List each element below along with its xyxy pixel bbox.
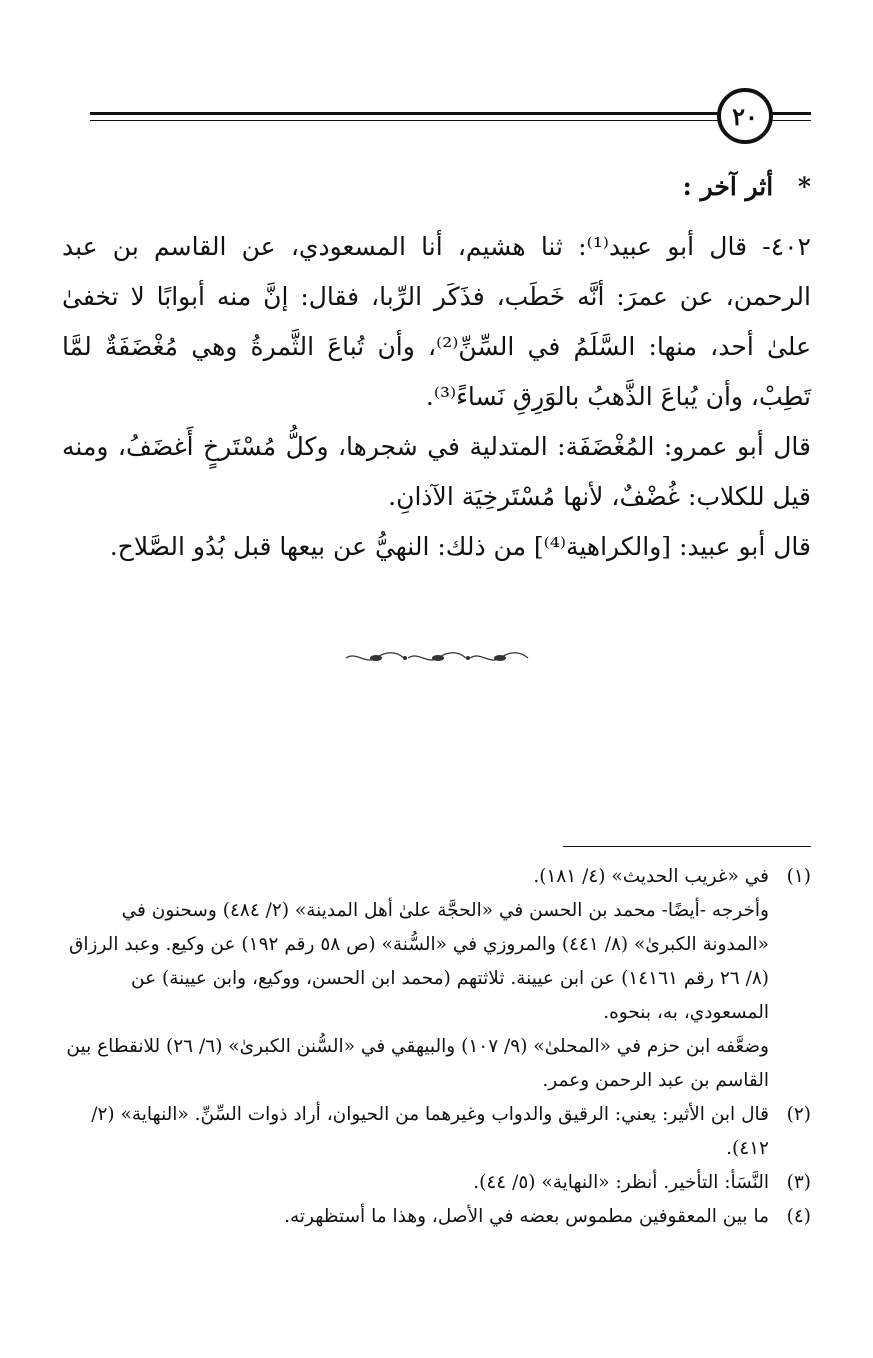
footnote-2 (62, 1098, 811, 1166)
footnote-separator (563, 846, 811, 847)
ornament-divider-icon (0, 650, 873, 670)
section-heading (683, 172, 811, 201)
header-rule (90, 112, 743, 115)
section-heading-text: أثر آخر : (682, 172, 774, 201)
paragraph: قال أبو عبيد: [والكراهية⁽⁴⁾] من ذلك: النهيُّ عن بيعها قبل بُدُو الصَّلاح. (109, 532, 811, 561)
footnotes (62, 860, 811, 1234)
footnote-1 (62, 860, 811, 1098)
main-text (62, 222, 811, 572)
page-number: ٢٠ (717, 88, 773, 144)
header-rule-thin (90, 120, 743, 121)
paragraph: قال أبو عمرو: المُغْضَفَة: المتدلية في شجرها، وكلُّ مُسْتَرخٍ أَغضَفُ، ومنه قيل للكلاب: غُضْفٌ، لأنها مُسْتَرخِيَة الآذانِ. (62, 432, 811, 511)
footnote-line: النَّسَأ: التأخير. أنظر: «النهاية» (٥/ ٤٤). (473, 1172, 769, 1193)
footnote-3 (62, 1166, 811, 1200)
footnote-line: وضعَّفه ابن حزم في «المحلىٰ» (٩/ ١٠٧) والبيهقي في «السُّنن الكبرىٰ» (٦/ ٢٦) للانقطاع بين القاسم بن عبد الرحمن وعمر. (66, 1036, 769, 1091)
paragraph: ٤٠٢- قال أبو عبيد⁽¹⁾: ثنا هشيم، أنا المسعودي، عن القاسم بن عبد الرحمن، عن عمرَ: أنَّه خَطَب، فذَكَر الرِّبا، فقال: إنَّ منه أبوابًا لا تخفىٰ علىٰ أحد، منها: السَّلَمُ في السِّنِّ⁽²⁾، وأن تُباعَ الثَّمرةُ وهي مُغْضَفَةٌ لمَّا تَطِبْ، وأن يُباعَ الذَّهبُ بالوَرِقِ نَساءً⁽³⁾. (62, 232, 812, 411)
footnote-number: (٤) (786, 1206, 811, 1227)
footnote-line: قال ابن الأثير: يعني: الرقيق والدواب وغيرهما من الحيوان، أراد ذوات السِّنِّ. «النهاية» (٢/ ٤١٢). (91, 1104, 769, 1159)
footnote-number: (٢) (786, 1104, 811, 1125)
footnote-line: ما بين المعقوفين مطموس بعضه في الأصل، وهذا ما أستظهرته. (284, 1206, 769, 1227)
footnote-4 (62, 1200, 811, 1234)
footnote-number: (٣) (786, 1172, 811, 1193)
footnote-number: (١) (786, 866, 811, 887)
star-icon: * (797, 172, 811, 201)
footnote-line: وأخرجه -أيضًا- محمد بن الحسن في «الحجَّة علىٰ أهل المدينة» (٢/ ٤٨٤) وسحنون في «المدونة الكبرىٰ» (٨/ ٤٤١) والمروزي في «السُّنة» (ص ٥٨ رقم ١٩٢) عن وكيع. وعبد الرزاق (٨/ ٢٦ رقم ١٤١٦١) عن ابن عيينة. ثلاثتهم (محمد ابن الحسن، ووكيع، وابن عيينة) عن المسعودي، به، بنحوه. (69, 900, 769, 1023)
footnote-line: في «غريب الحديث» (٤/ ١٨١). (533, 866, 769, 887)
